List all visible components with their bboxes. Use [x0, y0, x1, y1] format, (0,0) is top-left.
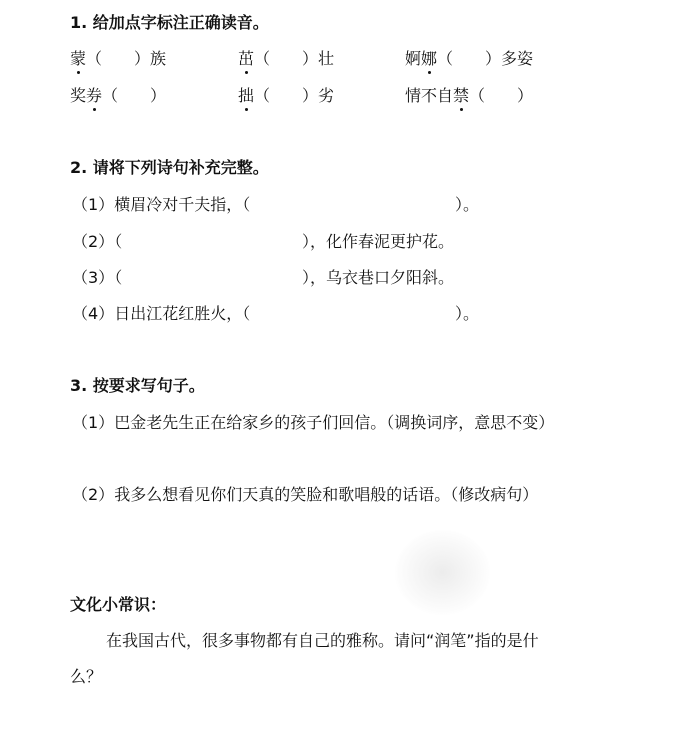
poem-item-2: （2）（ — [72, 232, 123, 251]
section1-title: 1. 给加点字标注正确读音。 — [70, 13, 269, 32]
paper-stain — [395, 530, 490, 615]
poem-item-3: （3）（ — [72, 268, 123, 287]
section3-title: 3. 按要求写句子。 — [70, 376, 205, 395]
poem-item-1-end: ）。 — [455, 195, 480, 214]
pinyin-item-6: 情不自禁（ ） — [405, 83, 533, 106]
sentence-item-2: （2）我多么想看见你们天真的笑脸和歌唱般的话语。（修改病句） — [72, 485, 539, 504]
poem-item-3-end: ），乌衣巷口夕阳斜。 — [302, 268, 455, 287]
section2-title: 2. 请将下列诗句补充完整。 — [70, 158, 269, 177]
sentence-item-1: （1）巴金老先生正在给家乡的孩子们回信。（调换词序，意思不变） — [72, 413, 555, 432]
dotted-char: 禁 — [453, 83, 469, 106]
dotted-char: 蒙 — [70, 46, 86, 69]
dotted-char: 券 — [86, 83, 102, 106]
poem-item-4: （4）日出江花红胜火，（ — [72, 304, 251, 323]
poem-item-4-end: ）。 — [455, 304, 480, 323]
dotted-char: 茁 — [238, 46, 254, 69]
culture-question-line1: 在我国古代，很多事物都有自己的雅称。请问“润笔”指的是什 — [106, 631, 539, 650]
poem-item-1: （1）横眉冷对千夫指，（ — [72, 195, 251, 214]
dotted-char: 娜 — [421, 46, 437, 69]
pinyin-item-1: 蒙（ ）族 — [70, 46, 166, 69]
pinyin-item-5: 拙（ ）劣 — [238, 83, 334, 106]
dotted-char: 拙 — [238, 83, 254, 106]
pinyin-item-4: 奖券（ ） — [70, 83, 166, 106]
culture-question-line2: 么？ — [70, 667, 103, 686]
pinyin-item-2: 茁（ ）壮 — [238, 46, 334, 69]
culture-title: 文化小常识： — [70, 595, 167, 614]
pinyin-item-3: 婀娜（ ）多姿 — [405, 46, 533, 69]
poem-item-2-end: ），化作春泥更护花。 — [302, 232, 455, 251]
